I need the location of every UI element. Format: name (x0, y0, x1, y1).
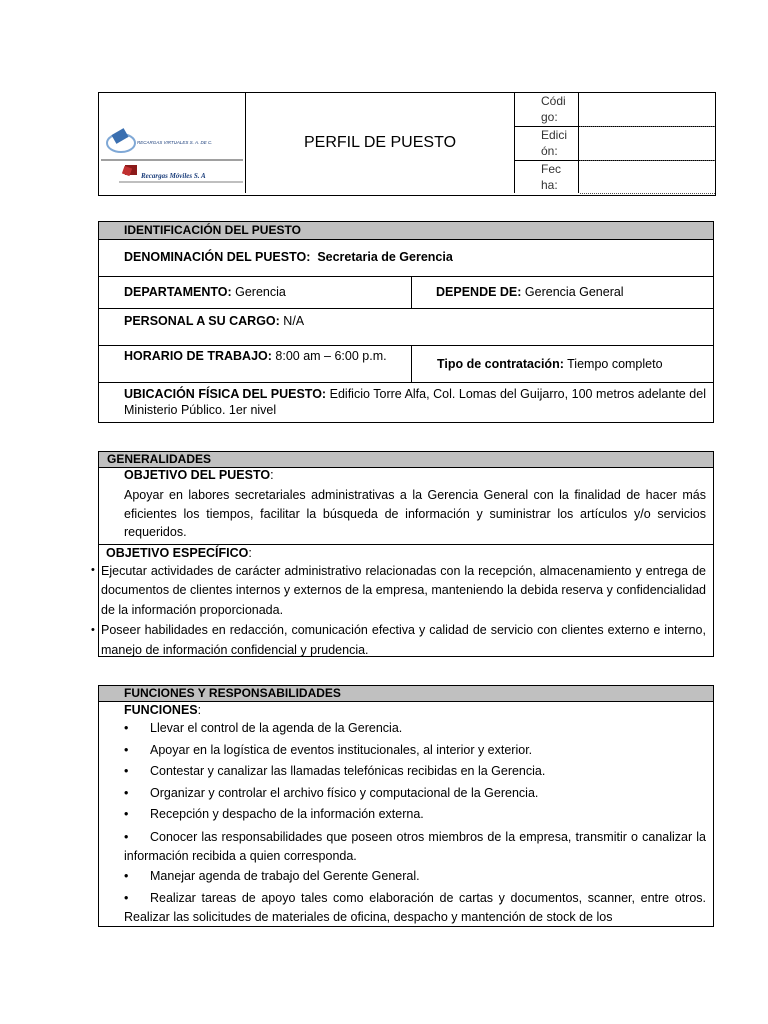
bullet-icon: • (124, 868, 129, 883)
list-item (99, 620, 713, 660)
company-logo (99, 93, 246, 193)
departamento-field (124, 277, 286, 308)
document-meta (515, 93, 715, 193)
section-heading: IDENTIFICACIÓN DEL PUESTO (99, 222, 713, 240)
funcion-text: Contestar y canalizar las llamadas telefónicas recibidas en la Gerencia. (150, 764, 546, 778)
meta-label: ha: (541, 178, 558, 192)
meta-label: ón: (541, 144, 558, 158)
funcion-text: Llevar el control de la agenda de la Gerencia. (150, 721, 403, 735)
meta-label: go: (541, 110, 558, 124)
row-ubicacion (99, 383, 713, 418)
list-item (99, 561, 713, 621)
funciones-label: FUNCIONES (124, 703, 198, 717)
row-denominacion (99, 240, 713, 277)
funcion-text: Organizar y controlar el archivo físico y computacional de la Gerencia. (150, 785, 539, 800)
ubicacion-label: UBICACIÓN FÍSICA DEL PUESTO: (124, 387, 327, 401)
contratacion-label: Tipo de contratación: (437, 357, 564, 371)
list-item (124, 783, 706, 805)
funcion-text: Conocer las responsabilidades que poseen otros miembros de la empresa, transmitir o canalizar la información recibida a quien corresponda. (124, 829, 706, 863)
bullet-icon: • (124, 764, 129, 778)
meta-label: Códi (541, 94, 566, 108)
especifico-item-text: Poseer habilidades en redacción, comunicación efectiva y calidad de servicio con clientes externo e interno, manejo de información confidencial y prudencia. (101, 623, 706, 657)
horario-label: HORARIO DE TRABAJO: (124, 349, 272, 363)
section-funciones (98, 685, 714, 927)
contratacion-value: Tiempo completo (567, 357, 663, 371)
meta-row-codigo (515, 93, 715, 127)
funciones-colon: : (197, 703, 202, 717)
column-divider (411, 277, 412, 308)
bullet-icon: • (124, 742, 129, 757)
objetivo-text: Apoyar en labores secretariales administrativas a la Gerencia General con la finalidad de hacer más eficientes los tiempos, facilitar la búsqueda de información y suministrar los artículos y/o servicios requeridos. (124, 488, 706, 539)
depende-label: DEPENDE DE: (436, 285, 522, 299)
bullet-icon: • (91, 563, 95, 576)
logo-text-bottom: Recargas Móviles S. A (141, 172, 206, 180)
section-heading: GENERALIDADES (99, 452, 713, 468)
meta-row-edicion (515, 127, 715, 161)
section-generalidades (91, 451, 714, 657)
list-item (124, 866, 706, 887)
especifico-list (91, 561, 713, 661)
departamento-label: DEPARTAMENTO: (124, 285, 232, 299)
especifico-colon: : (248, 545, 252, 560)
bullet-icon: • (124, 890, 129, 905)
row-personal (99, 309, 713, 346)
document-header (98, 92, 716, 196)
especifico-heading (99, 544, 713, 561)
objetivo-colon: : (270, 468, 274, 482)
list-item (124, 718, 706, 740)
row-horario (99, 346, 713, 383)
meta-label: Fec (541, 162, 562, 176)
funcion-text: Recepción y despacho de la información externa. (150, 807, 424, 821)
bullet-icon: • (91, 623, 95, 636)
document-title: PERFIL DE PUESTO (246, 93, 515, 193)
section-identificacion (98, 221, 714, 423)
funcion-text: Manejar agenda de trabajo del Gerente General. (150, 868, 420, 883)
personal-value: N/A (283, 314, 305, 328)
logo-text-top: RECARGAS VIRTUALES S. A. DE C. (137, 140, 213, 145)
denominacion-value: Secretaria de Gerencia (317, 250, 453, 264)
bullet-icon: • (124, 785, 129, 800)
meta-row-fecha (515, 161, 715, 193)
bullet-icon: • (124, 829, 129, 844)
list-item (124, 740, 706, 762)
denominacion-label: DENOMINACIÓN DEL PUESTO: (124, 250, 311, 264)
funcion-text: Realizar tareas de apoyo tales como elaboración de cartas y documentos, scanner, entre otros. Realizar las solicitudes de materiales de oficina, despacho y mantención de stock de los (124, 890, 706, 924)
contratacion-field (437, 346, 663, 382)
meta-value-edicion (580, 127, 715, 161)
personal-label: PERSONAL A SU CARGO: (124, 314, 280, 328)
horario-value: 8:00 am – 6:00 p.m. (275, 349, 387, 363)
row-departamento (99, 277, 713, 309)
section-heading: FUNCIONES Y RESPONSABILIDADES (99, 686, 713, 702)
column-divider (411, 346, 412, 382)
bullet-icon: • (124, 807, 129, 821)
horario-field (124, 349, 407, 364)
especifico-item-text: Ejecutar actividades de carácter administrativo relacionadas con la recepción, almacenamiento y entrega de documentos de clientes internos y externos de la empresa, manteniendo la debida reserva y confidencialidad de la información proporcionada. (101, 563, 706, 617)
departamento-value: Gerencia (235, 285, 286, 299)
depende-field (436, 277, 624, 308)
meta-value-codigo (580, 93, 715, 127)
meta-value-fecha (580, 161, 715, 194)
depende-value: Gerencia General (524, 285, 624, 299)
list-item (124, 804, 706, 826)
list-item (124, 761, 706, 783)
funcion-text: Apoyar en la logística de eventos institucionales, al interior y exterior. (150, 742, 533, 757)
objetivo-label: OBJETIVO DEL PUESTO (124, 468, 271, 482)
especifico-label: OBJETIVO ESPECÍFICO (106, 545, 249, 560)
bullet-icon: • (124, 721, 129, 735)
funciones-heading (99, 702, 713, 718)
funciones-list (99, 718, 713, 927)
list-item (124, 826, 706, 866)
ubicacion-value: Edificio Torre Alfa, Col. Lomas del Guijarro, 100 metros adelante del Ministerio Público. 1er nivel (124, 387, 706, 417)
objetivo-heading (99, 468, 713, 483)
meta-label: Edici (541, 128, 568, 142)
list-item (124, 887, 706, 927)
